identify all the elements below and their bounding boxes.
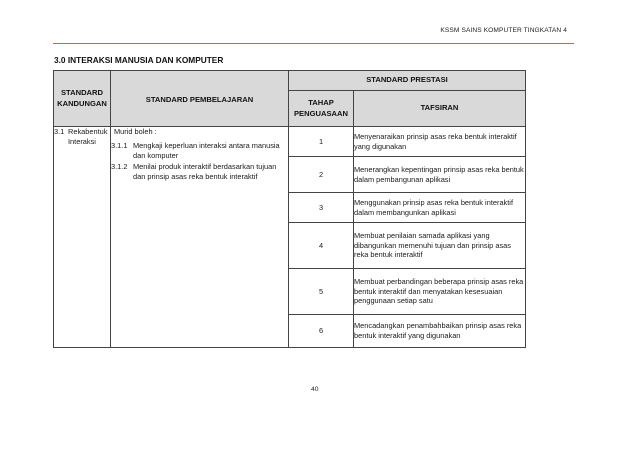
- pembelajaran-item-text: Mengkaji keperluan interaksi antara manusia dan komputer: [133, 140, 280, 160]
- tafsiran-cell: Menggunakan prinsip asas reka bentuk interaktif dalam membangunkan aplikasi: [354, 193, 526, 223]
- tahap-cell: 1: [289, 127, 354, 157]
- page-number: 40: [311, 386, 319, 393]
- tafsiran-cell: Membuat perbandingan beberapa prinsip asas reka bentuk interaktif dan menyatakan kesesuaian penggunaan setiap satu: [354, 269, 526, 315]
- curriculum-table: [53, 70, 526, 348]
- tafsiran-cell: Mencadangkan penambahbaikan prinsip asas reka bentuk interaktif yang digunakan: [354, 315, 526, 348]
- header-standard-prestasi: STANDARD PRESTASI: [289, 71, 526, 91]
- tafsiran-cell: Membuat penilaian samada aplikasi yang dibangunkan memenuhi tujuan dan prinsip asas reka bentuk interaktif: [354, 223, 526, 269]
- pembelajaran-item: [111, 141, 288, 161]
- running-title: KSSM SAINS KOMPUTER TINGKATAN 4: [440, 27, 567, 34]
- tahap-cell: 6: [289, 315, 354, 348]
- pembelajaran-item: [111, 162, 288, 182]
- header-tahap-penguasaan: TAHAP PENGUASAAN: [289, 91, 354, 127]
- tahap-cell: 3: [289, 193, 354, 223]
- standard-kandungan-cell: [54, 127, 111, 348]
- tahap-cell: 5: [289, 269, 354, 315]
- kandungan-title: Rekabentuk Interaksi: [68, 127, 108, 146]
- header-tafsiran: TAFSIRAN: [354, 91, 526, 127]
- tafsiran-cell: Menerangkan kepentingan prinsip asas reka bentuk dalam pembangunan aplikasi: [354, 157, 526, 193]
- pembelajaran-item-number: 3.1.1: [111, 140, 128, 150]
- kandungan-number: 3.1: [54, 127, 65, 136]
- section-title: 3.0 INTERAKSI MANUSIA DAN KOMPUTER: [54, 55, 224, 65]
- pembelajaran-item-number: 3.1.2: [111, 162, 128, 172]
- tahap-cell: 4: [289, 223, 354, 269]
- header-standard-pembelajaran: STANDARD PEMBELAJARAN: [111, 71, 289, 127]
- standard-pembelajaran-cell: [111, 127, 289, 348]
- pembelajaran-item-text: Menilai produk interaktif berdasarkan tujuan dan prinsip asas reka bentuk interaktif: [133, 162, 277, 182]
- pembelajaran-intro: Murid boleh :: [114, 127, 157, 136]
- tahap-cell: 2: [289, 157, 354, 193]
- header-standard-kandungan: STANDARD KANDUNGAN: [54, 71, 111, 127]
- tafsiran-cell: Menyenaraikan prinsip asas reka bentuk interaktif yang digunakan: [354, 127, 526, 157]
